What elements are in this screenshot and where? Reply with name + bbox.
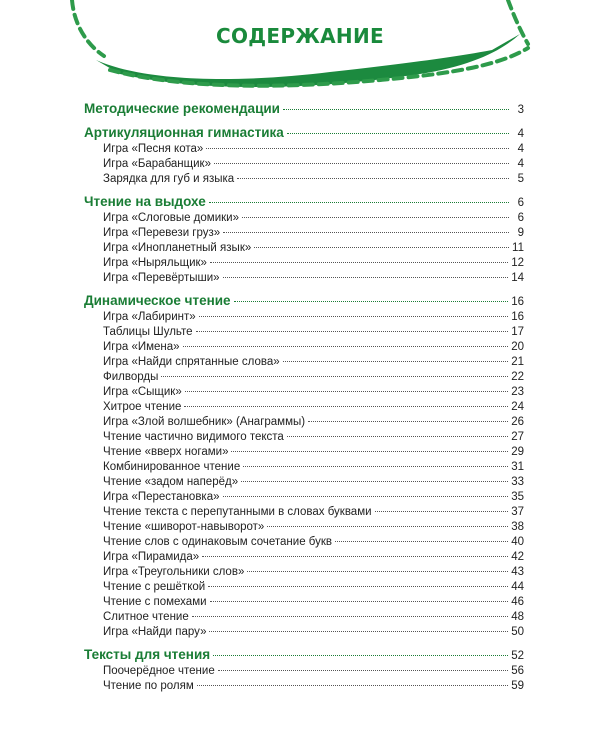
toc-page-number: 5 <box>517 173 524 185</box>
toc-page-number: 16 <box>511 296 524 308</box>
toc-entry-label: Таблицы Шульте <box>103 326 193 338</box>
dot-leader <box>234 301 509 302</box>
toc-item[interactable] <box>84 172 524 187</box>
toc-item[interactable] <box>84 400 524 415</box>
toc-item[interactable] <box>84 256 524 271</box>
dot-leader <box>283 361 509 362</box>
toc-page-number: 52 <box>511 650 524 662</box>
toc-page-number: 42 <box>511 551 524 563</box>
dot-leader <box>308 421 508 422</box>
dot-leader <box>223 232 509 233</box>
toc-entry-label: Динамическое чтение <box>84 293 231 308</box>
dot-leader <box>199 316 509 317</box>
toc-item[interactable] <box>84 445 524 460</box>
toc-entry-label: Игра «Имена» <box>103 341 180 353</box>
dot-leader <box>241 481 508 482</box>
toc-entry-label: Поочерёдное чтение <box>103 665 215 677</box>
toc-entry-label: Филворды <box>103 371 159 383</box>
toc-page-number: 12 <box>511 257 524 269</box>
dot-leader <box>185 391 508 392</box>
dot-leader <box>214 163 509 164</box>
toc-page-number: 17 <box>511 326 524 338</box>
dot-leader <box>223 496 509 497</box>
dot-leader <box>223 277 509 278</box>
toc-entry-label: Игра «Песня кота» <box>103 143 204 155</box>
toc-item[interactable] <box>84 580 524 595</box>
dot-leader <box>210 601 509 602</box>
toc-entry-label: Игра «Треугольники слов» <box>103 566 245 578</box>
toc-page-number: 31 <box>511 461 524 473</box>
toc-item[interactable] <box>84 355 524 370</box>
toc-entry-label: Чтение «шиворот-навыворот» <box>103 521 265 533</box>
table-of-contents <box>84 99 524 694</box>
toc-section[interactable] <box>84 123 524 142</box>
toc-entry-label: Игра «Злой волшебник» (Анаграммы) <box>103 416 306 428</box>
dot-leader <box>247 571 508 572</box>
toc-item[interactable] <box>84 340 524 355</box>
toc-section[interactable] <box>84 291 524 310</box>
toc-item[interactable] <box>84 625 524 640</box>
toc-page-number: 22 <box>511 371 524 383</box>
dot-leader <box>209 202 509 203</box>
toc-item[interactable] <box>84 460 524 475</box>
toc-item[interactable] <box>84 157 524 172</box>
toc-entry-label: Комбинированное чтение <box>103 461 241 473</box>
toc-item[interactable] <box>84 430 524 445</box>
toc-entry-label: Чтение слов с одинаковым сочетание букв <box>103 536 333 548</box>
toc-page-number: 23 <box>511 386 524 398</box>
toc-page-number: 48 <box>511 611 524 623</box>
toc-page-number: 21 <box>511 356 524 368</box>
toc-entry-label: Игра «Найди спрятанные слова» <box>103 356 280 368</box>
toc-item[interactable] <box>84 610 524 625</box>
dot-leader <box>210 262 508 263</box>
toc-item[interactable] <box>84 415 524 430</box>
toc-entry-label: Слитное чтение <box>103 611 189 623</box>
toc-item[interactable] <box>84 271 524 286</box>
dot-leader <box>202 556 508 557</box>
dot-leader <box>254 247 509 248</box>
toc-item[interactable] <box>84 475 524 490</box>
toc-entry-label: Игра «Слоговые домики» <box>103 212 239 224</box>
toc-page-number: 6 <box>517 212 524 224</box>
toc-section[interactable] <box>84 99 524 118</box>
toc-item[interactable] <box>84 565 524 580</box>
dot-leader <box>231 451 508 452</box>
toc-page-number: 14 <box>511 272 524 284</box>
toc-item[interactable] <box>84 211 524 226</box>
toc-item[interactable] <box>84 595 524 610</box>
toc-page-number: 16 <box>511 311 524 323</box>
toc-entry-label: Игра «Найди пару» <box>103 626 207 638</box>
toc-section[interactable] <box>84 645 524 664</box>
dot-leader <box>287 133 509 134</box>
toc-entry-label: Игра «Перевези груз» <box>103 227 221 239</box>
toc-page-number: 50 <box>511 626 524 638</box>
dot-leader <box>209 631 508 632</box>
toc-entry-label: Тексты для чтения <box>84 647 211 662</box>
page-title: СОДЕРЖАНИЕ <box>216 24 384 48</box>
toc-entry-label: Артикуляционная гимнастика <box>84 125 284 140</box>
toc-page-number: 6 <box>517 197 524 209</box>
toc-page-number: 43 <box>511 566 524 578</box>
toc-entry-label: Чтение с решёткой <box>103 581 206 593</box>
dot-leader <box>335 541 508 542</box>
toc-page-number: 56 <box>511 665 524 677</box>
toc-entry-label: Игра «Инопланетный язык» <box>103 242 252 254</box>
toc-entry-label: Чтение «вверх ногами» <box>103 446 229 458</box>
toc-entry-label: Игра «Сыщик» <box>103 386 182 398</box>
toc-entry-label: Методические рекомендации <box>84 101 280 116</box>
toc-entry-label: Чтение на выдохе <box>84 194 206 209</box>
dot-leader <box>208 586 508 587</box>
toc-item[interactable] <box>84 520 524 535</box>
toc-entry-label: Игра «Пирамида» <box>103 551 200 563</box>
toc-item[interactable] <box>84 490 524 505</box>
toc-item[interactable] <box>84 226 524 241</box>
dot-leader <box>196 331 509 332</box>
dot-leader <box>192 616 508 617</box>
toc-item[interactable] <box>84 325 524 340</box>
toc-entry-label: Чтение текста с перепутанными в словах буквами <box>103 506 372 518</box>
toc-item[interactable] <box>84 142 524 157</box>
toc-page-number: 37 <box>511 506 524 518</box>
toc-entry-label: Игра «Ныряльщик» <box>103 257 207 269</box>
toc-entry-label: Чтение с помехами <box>103 596 207 608</box>
toc-page-number: 59 <box>511 680 524 692</box>
toc-entry-label: Чтение по ролям <box>103 680 194 692</box>
toc-entry-label: Хитрое чтение <box>103 401 182 413</box>
dot-leader <box>287 436 508 437</box>
toc-entry-label: Игра «Перевёртыши» <box>103 272 220 284</box>
dot-leader <box>243 466 508 467</box>
toc-page-number: 24 <box>511 401 524 413</box>
toc-item[interactable] <box>84 679 524 694</box>
toc-item[interactable] <box>84 550 524 565</box>
toc-page-number: 9 <box>517 227 524 239</box>
toc-item[interactable] <box>84 535 524 550</box>
toc-entry-label: Игра «Лабиринт» <box>103 311 196 323</box>
dot-leader <box>213 655 508 656</box>
dot-leader <box>237 178 509 179</box>
toc-page-number: 35 <box>511 491 524 503</box>
toc-entry-label: Игра «Барабанщик» <box>103 158 211 170</box>
dot-leader <box>183 346 509 347</box>
toc-page-number: 29 <box>511 446 524 458</box>
toc-item[interactable] <box>84 310 524 325</box>
toc-entry-label: Игра «Перестановка» <box>103 491 220 503</box>
toc-page-number: 26 <box>511 416 524 428</box>
toc-page-number: 20 <box>511 341 524 353</box>
toc-entry-label: Чтение частично видимого текста <box>103 431 284 443</box>
toc-entry-label: Зарядка для губ и языка <box>103 173 235 185</box>
toc-page-number: 40 <box>511 536 524 548</box>
toc-item[interactable] <box>84 241 524 256</box>
toc-page-number: 38 <box>511 521 524 533</box>
toc-page-number: 3 <box>517 104 524 116</box>
dot-leader <box>161 376 508 377</box>
dot-leader <box>184 406 508 407</box>
toc-page-number: 11 <box>512 242 524 254</box>
dot-leader <box>242 217 509 218</box>
toc-item[interactable] <box>84 664 524 679</box>
toc-section[interactable] <box>84 192 524 211</box>
header-decoration <box>0 0 600 96</box>
dot-leader <box>283 109 509 110</box>
dot-leader <box>375 511 509 512</box>
toc-page-number: 44 <box>511 581 524 593</box>
dot-leader <box>267 526 508 527</box>
toc-page-number: 33 <box>511 476 524 488</box>
toc-page-number: 4 <box>517 143 524 155</box>
toc-page-number: 46 <box>511 596 524 608</box>
toc-page-number: 4 <box>517 158 524 170</box>
toc-page-number: 4 <box>517 128 524 140</box>
toc-page-number: 27 <box>511 431 524 443</box>
toc-item[interactable] <box>84 370 524 385</box>
toc-entry-label: Чтение «задом наперёд» <box>103 476 239 488</box>
toc-item[interactable] <box>84 385 524 400</box>
dot-leader <box>197 685 508 686</box>
dot-leader <box>206 148 509 149</box>
toc-item[interactable] <box>84 505 524 520</box>
dot-leader <box>218 670 508 671</box>
